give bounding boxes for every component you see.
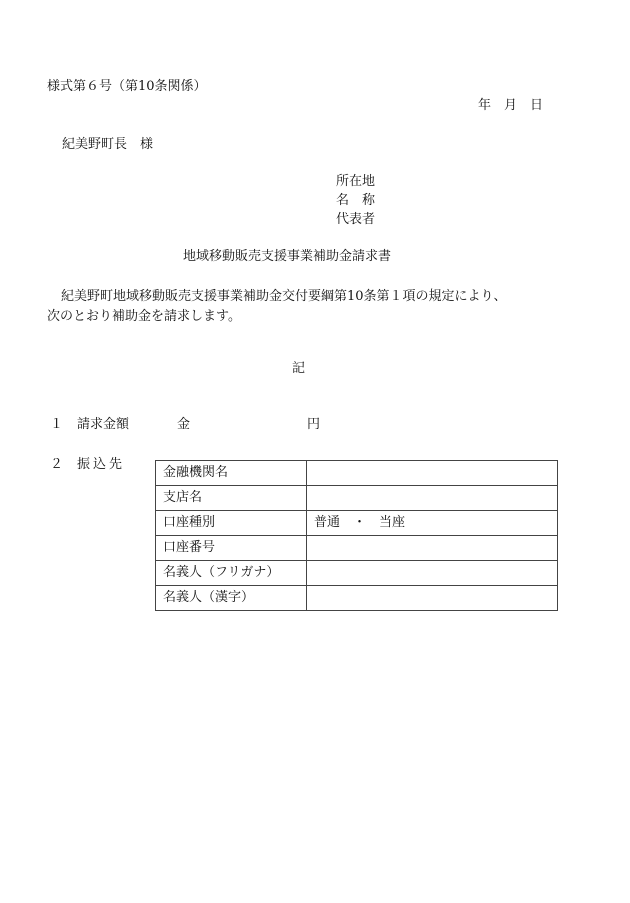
table-row (156, 586, 558, 611)
form-number: 様式第６号（第10条関係） (47, 79, 207, 94)
branch-name-label: 支店名 (156, 486, 307, 511)
table-row (156, 561, 558, 586)
item1-label: 請求金額 (77, 417, 130, 432)
branch-name-value[interactable] (307, 486, 558, 511)
body-text (47, 287, 567, 327)
holder-kana-value[interactable] (307, 561, 558, 586)
holder-kana-label: 名義人（フリガナ） (156, 561, 307, 586)
addressee: 紀美野町長 様 (62, 137, 154, 152)
holder-kanji-label: 名義人（漢字） (156, 586, 307, 611)
applicant-location-label: 所在地 (336, 174, 376, 189)
item2-label: 振込先 (77, 457, 126, 472)
item2-number: ２ (50, 457, 64, 472)
table-row (156, 461, 558, 486)
applicant-block (336, 174, 375, 231)
item1-number: １ (50, 417, 64, 432)
date-line: 年 月 日 (478, 98, 544, 113)
body-line-1: 紀美野町地域移動販売支援事業補助金交付要綱第10条第１項の規定により、 (61, 289, 507, 304)
body-line-2: 次のとおり補助金を請求します。 (47, 309, 241, 324)
table-row (156, 536, 558, 561)
bank-name-value[interactable] (307, 461, 558, 486)
account-number-value[interactable] (307, 536, 558, 561)
account-type-value[interactable]: 普通 ・ 当座 (307, 511, 558, 536)
table-row (156, 486, 558, 511)
document-title: 地域移動販売支援事業補助金請求書 (183, 249, 392, 264)
applicant-name-label: 名 称 (336, 193, 376, 208)
ki-mark: 記 (292, 361, 306, 376)
bank-name-label: 金融機関名 (156, 461, 307, 486)
item1-yen: 円 (307, 417, 321, 432)
bank-account-table (155, 460, 558, 611)
applicant-representative-label: 代表者 (336, 212, 376, 227)
holder-kanji-value[interactable] (307, 586, 558, 611)
item1-kin: 金 (177, 417, 191, 432)
table-row (156, 511, 558, 536)
account-number-label: 口座番号 (156, 536, 307, 561)
account-type-label: 口座種別 (156, 511, 307, 536)
